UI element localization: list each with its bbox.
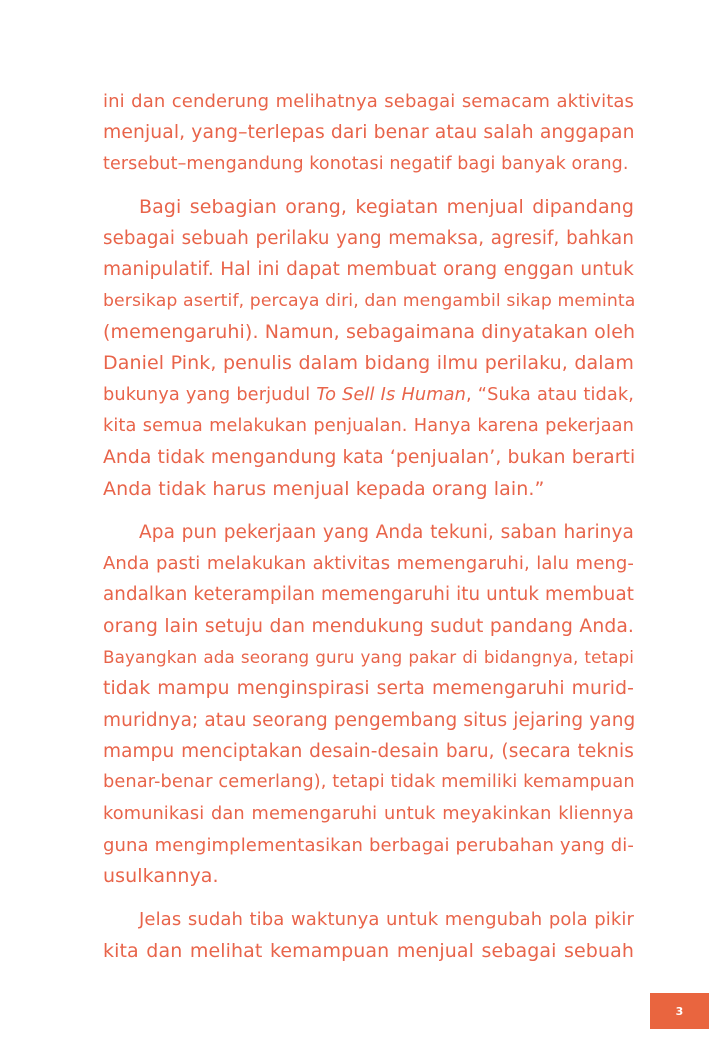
text-line: Anda pasti melakukan aktivitas memengaruhi, lalu meng- — [103, 553, 634, 575]
text-line: mampu menciptakan desain-desain baru, (secara teknis — [103, 740, 634, 762]
page-number-badge — [650, 993, 709, 1029]
text-line: menjual, yang–terlepas dari benar atau salah anggapan — [103, 122, 635, 144]
text-line: (memengaruhi). Namun, sebagaimana dinyatakan oleh — [103, 321, 636, 344]
body-text — [103, 86, 634, 967]
text-line: Anda tidak mengandung kata ‘penjualan’, bukan berarti — [103, 447, 636, 469]
paragraph-3 — [103, 517, 634, 893]
paragraph-2 — [103, 192, 634, 505]
text-line: Apa pun pekerjaan yang Anda tekuni, saban harinya — [139, 521, 634, 543]
text-line: muridnya; atau seorang pengembang situs jejaring yang — [103, 709, 636, 731]
text-line: manipulatif. Hal ini dapat membuat orang enggan untuk — [103, 259, 634, 281]
text-line: Daniel Pink, penulis dalam bidang ilmu perilaku, dalam — [103, 352, 634, 375]
paragraph-4 — [103, 904, 634, 967]
text-line: Bayangkan ada seorang guru yang pakar di bidangnya, tetapi — [103, 647, 634, 668]
text-line: tidak mampu menginspirasi serta memengaruhi murid- — [103, 678, 634, 700]
text-line: benar-benar cemerlang), tetapi tidak memiliki kemampuan — [103, 772, 635, 793]
text-line: tersebut–mengandung konotasi negatif bagi banyak orang. — [103, 153, 629, 174]
paragraph-gap — [103, 180, 634, 192]
text-line: sebagai sebuah perilaku yang memaksa, agresif, bahkan — [103, 228, 634, 250]
text-line: bersikap asertif, percaya diri, dan mengambil sikap meminta — [103, 290, 636, 311]
text-line: andalkan keterampilan memengaruhi itu untuk membuat — [103, 584, 634, 606]
paragraph-1 — [103, 86, 634, 180]
text-line: Jelas sudah tiba waktunya untuk mengubah pola pikir — [139, 909, 634, 931]
text-line: ini dan cenderung melihatnya sebagai semacam aktivitas — [103, 91, 634, 112]
page-number: 3 — [675, 1004, 684, 1018]
text-line-with-title — [103, 380, 634, 411]
text-line: komunikasi dan memengaruhi untuk meyakinkan kliennya — [103, 803, 634, 824]
text-line: Bagi sebagian orang, kegiatan menjual dipandang — [139, 195, 634, 218]
book-title: To Sell Is Human — [316, 384, 466, 405]
text-line: Anda tidak harus menjual kepada orang lain.” — [103, 477, 545, 500]
text-fragment: , “Suka atau tidak, — [465, 384, 634, 405]
paragraph-gap — [103, 892, 634, 904]
text-fragment: bukunya yang berjudul — [103, 384, 317, 405]
paragraph-gap — [103, 505, 634, 517]
text-line: usulkannya. — [103, 865, 219, 888]
text-line: kita dan melihat kemampuan menjual sebagai sebuah — [103, 939, 634, 962]
text-line: kita semua melakukan penjualan. Hanya karena pekerjaan — [103, 415, 634, 436]
text-line: guna mengimplementasikan berbagai perubahan yang di- — [103, 834, 634, 856]
text-line: orang lain setuju dan mendukung sudut pandang Anda. — [103, 615, 634, 637]
